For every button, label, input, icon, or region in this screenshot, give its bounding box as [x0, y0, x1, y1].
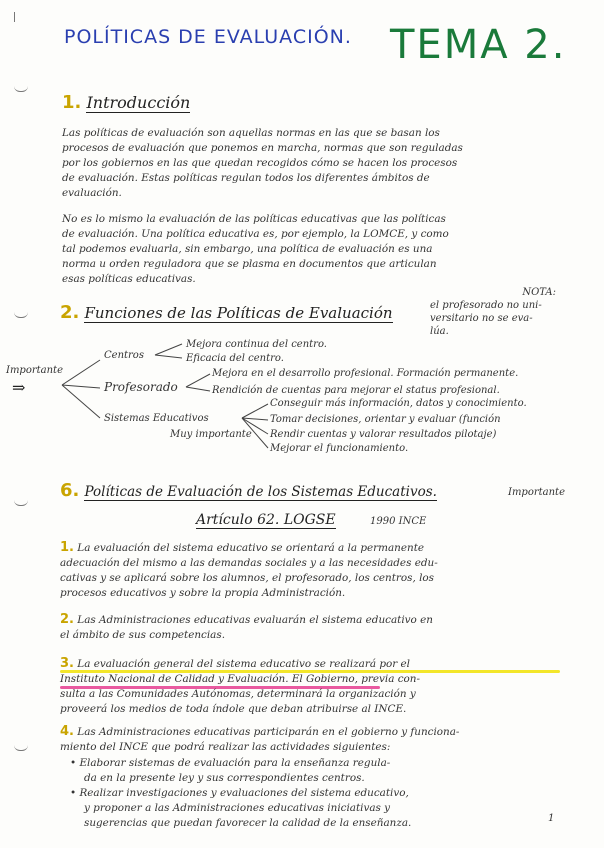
section-number: 1. — [62, 92, 82, 113]
side-note: NOTA: el profesorado no uni- versitario no se eva- lúa. — [430, 287, 556, 337]
profesorado-item: Rendición de cuentas para mejorar el status profesional. — [212, 385, 500, 396]
point-3: 3. La evaluación general del sistema educativo se realizará por el Instituto Nacional de Calidad y Evaluación. El Gobierno, previa con- sulta a las Comunidades Autónomas, determinará la organización y proveerá los medios de toda índole que deban atribuirse al INCE. — [60, 656, 420, 715]
section-title: Introducción — [86, 93, 191, 112]
bullet-list — [70, 756, 550, 831]
intro-paragraph-2: No es lo mismo la evaluación de las políticas educativas que las políticas de evaluación. Una política educativa es, por ejemplo, la LOMCE, y como tal podemos evaluarla, sin embargo, una política de evaluación es una norma u orden reguladora que se plasma en documentos que articulan esas políticas educativas. — [62, 213, 449, 285]
bullet-item: • Realizar investigaciones y evaluaciones del sistema educativo, y proponer a las Administraciones educativas iniciativas y sugerencias que puedan favorecer la calidad de la enseñanza. — [70, 787, 412, 829]
importante-label: Importante — [6, 365, 63, 376]
point-1: 1. La evaluación del sistema educativo se orientará a la permanente adecuación del mismo a las demandas sociales y a las necesidades edu- cativas y se aplicará sobre los alumnos, el profesorado, los centros, los procesos educativos y sobre la propia Administración. — [60, 540, 438, 599]
centros-label: Centros — [104, 350, 144, 361]
section-6-heading — [60, 480, 437, 501]
sistemas-item: Conseguir más información, datos y conocimiento. — [270, 398, 527, 409]
point-2: 2. Las Administraciones educativas evaluarán el sistema educativo en el ámbito de sus competencias. — [60, 612, 433, 641]
centros-item: Eficacia del centro. — [186, 353, 284, 364]
sistemas-item: Rendir cuentas y valorar resultados pilotaje) — [270, 429, 497, 440]
section-title: Funciones de las Políticas de Evaluación — [84, 304, 393, 322]
arrow-icon: ⇒ — [12, 378, 26, 397]
section-title: Políticas de Evaluación de los Sistemas Educativos. — [84, 484, 437, 500]
page-number: 1 — [548, 813, 555, 824]
sistemas-note: Muy importante — [170, 429, 252, 440]
section-number: 6. — [60, 480, 80, 501]
sistemas-item: Tomar decisiones, orientar y evaluar (función — [270, 414, 501, 425]
intro-paragraph-1: Las políticas de evaluación son aquellas normas en las que se basan los procesos de evaluación que ponemos en marcha, normas que son reguladas por los gobiernos en las que quedan recogidos cómo se hacen los procesos de evaluación. Estas políticas regulan todos los diferentes ámbitos de evaluación. — [62, 127, 463, 199]
article-note: 1990 INCE — [370, 516, 427, 527]
page-title: POLÍTICAS DE EVALUACIÓN. — [64, 26, 352, 48]
profesorado-item: Mejora en el desarrollo profesional. Formación permanente. — [212, 368, 519, 379]
sistemas-item: Mejorar el funcionamiento. — [270, 443, 409, 454]
profesorado-label: Profesorado — [104, 380, 178, 394]
centros-item: Mejora continua del centro. — [186, 339, 327, 350]
point-4: 4. Las Administraciones educativas participarán en el gobierno y funciona- miento del INCE que podrá realizar las actividades siguientes: — [60, 724, 460, 753]
article-title: Artículo 62. LOGSE — [196, 512, 336, 528]
importante-tag: Importante — [508, 487, 565, 498]
section-number: 2. — [60, 302, 80, 323]
tema-label: TEMA 2. — [390, 22, 567, 68]
sistemas-label: Sistemas Educativos — [104, 413, 209, 424]
bullet-item: • Elaborar sistemas de evaluación para la enseñanza regula- da en la presente ley y sus correspondientes centros. — [70, 757, 391, 784]
